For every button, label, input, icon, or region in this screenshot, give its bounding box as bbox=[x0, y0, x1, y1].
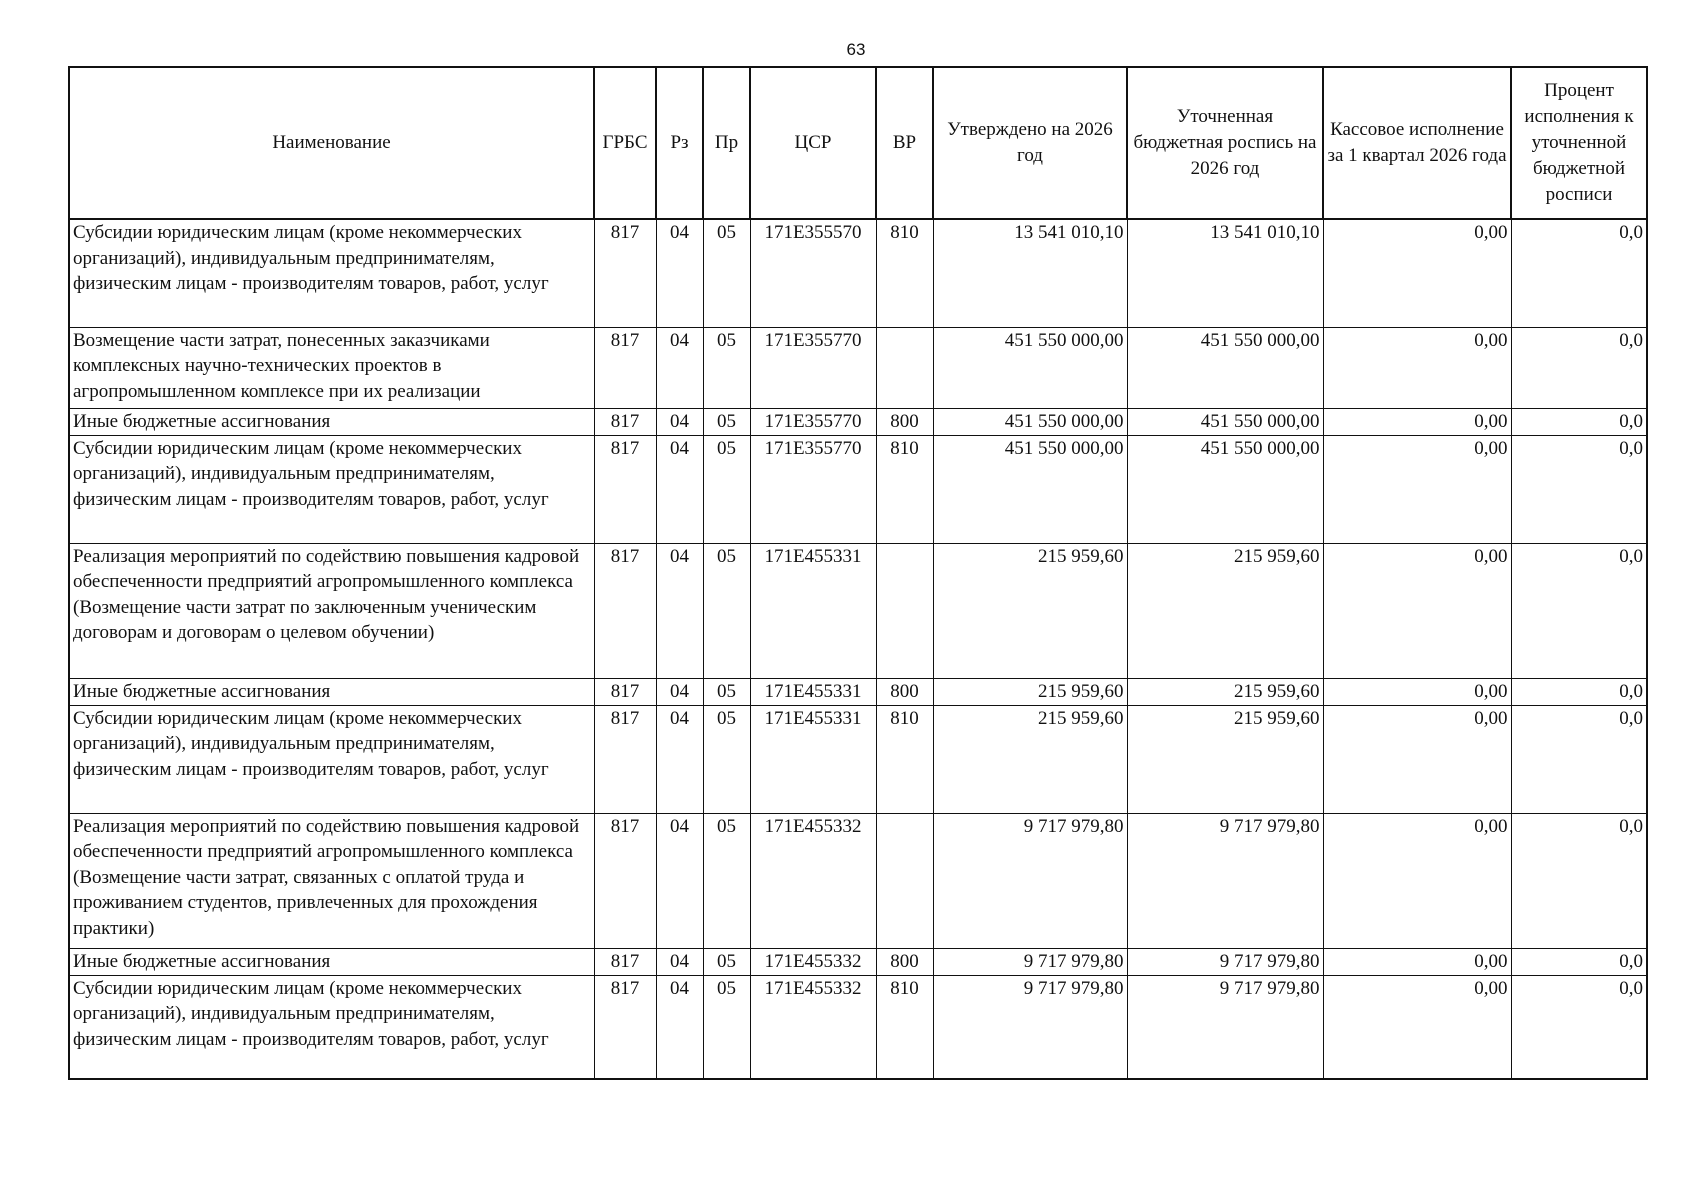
cell-vr: 810 bbox=[876, 219, 933, 327]
cell-vr: 810 bbox=[876, 975, 933, 1079]
cell-csr: 171E355770 bbox=[750, 408, 876, 435]
cell-csr: 171E455331 bbox=[750, 678, 876, 705]
cell-csr: 171E455331 bbox=[750, 543, 876, 678]
table-row bbox=[69, 705, 1647, 813]
cell-grbs: 817 bbox=[594, 543, 656, 678]
col-header-refined: Уточненная бюджетная роспись на 2026 год bbox=[1127, 67, 1323, 219]
cell-csr: 171E455332 bbox=[750, 975, 876, 1079]
cell-name: Возмещение части затрат, понесенных заказчиками комплексных научно-технических проектов в агропромышленном комплексе при их реализации bbox=[69, 327, 594, 408]
cell-pr: 05 bbox=[703, 543, 750, 678]
cell-vr bbox=[876, 813, 933, 948]
cell-refined: 451 550 000,00 bbox=[1127, 408, 1323, 435]
cell-percent: 0,0 bbox=[1511, 813, 1647, 948]
cell-name: Иные бюджетные ассигнования bbox=[69, 948, 594, 975]
cell-approved: 13 541 010,10 bbox=[933, 219, 1127, 327]
cell-name: Реализация мероприятий по содействию повышения кадровой обеспеченности предприятий агропромышленного комплекса (Возмещение части затрат, связанных с оплатой труда и проживанием студентов, привлеченных для прохождения практики) bbox=[69, 813, 594, 948]
table-row bbox=[69, 948, 1647, 975]
cell-rz: 04 bbox=[656, 975, 703, 1079]
cell-percent: 0,0 bbox=[1511, 705, 1647, 813]
cell-approved: 215 959,60 bbox=[933, 543, 1127, 678]
cell-rz: 04 bbox=[656, 327, 703, 408]
cell-rz: 04 bbox=[656, 435, 703, 543]
col-header-percent: Процент исполнения к уточненной бюджетной росписи bbox=[1511, 67, 1647, 219]
page-number: 63 bbox=[846, 40, 866, 59]
cell-rz: 04 bbox=[656, 408, 703, 435]
cell-vr: 810 bbox=[876, 705, 933, 813]
cell-vr: 800 bbox=[876, 678, 933, 705]
cell-name: Реализация мероприятий по содействию повышения кадровой обеспеченности предприятий агропромышленного комплекса (Возмещение части затрат по заключенным ученическим договорам и договорам о целевом обучении) bbox=[69, 543, 594, 678]
table-row bbox=[69, 678, 1647, 705]
col-header-approved: Утверждено на 2026 год bbox=[933, 67, 1127, 219]
cell-refined: 9 717 979,80 bbox=[1127, 948, 1323, 975]
cell-cash: 0,00 bbox=[1323, 219, 1511, 327]
cell-cash: 0,00 bbox=[1323, 813, 1511, 948]
col-header-vr: ВР bbox=[876, 67, 933, 219]
cell-vr: 800 bbox=[876, 408, 933, 435]
cell-percent: 0,0 bbox=[1511, 219, 1647, 327]
cell-name: Иные бюджетные ассигнования bbox=[69, 408, 594, 435]
cell-refined: 9 717 979,80 bbox=[1127, 975, 1323, 1079]
budget-table bbox=[68, 66, 1648, 1080]
table-row bbox=[69, 813, 1647, 948]
cell-csr: 171E355570 bbox=[750, 219, 876, 327]
cell-grbs: 817 bbox=[594, 975, 656, 1079]
cell-grbs: 817 bbox=[594, 705, 656, 813]
cell-percent: 0,0 bbox=[1511, 327, 1647, 408]
table-row bbox=[69, 975, 1647, 1079]
cell-name: Субсидии юридическим лицам (кроме некоммерческих организаций), индивидуальным предпринимателям, физическим лицам - производителям товаров, работ, услуг bbox=[69, 705, 594, 813]
cell-rz: 04 bbox=[656, 219, 703, 327]
cell-pr: 05 bbox=[703, 705, 750, 813]
table-row bbox=[69, 219, 1647, 327]
cell-refined: 451 550 000,00 bbox=[1127, 435, 1323, 543]
cell-grbs: 817 bbox=[594, 678, 656, 705]
cell-pr: 05 bbox=[703, 327, 750, 408]
cell-percent: 0,0 bbox=[1511, 975, 1647, 1079]
cell-grbs: 817 bbox=[594, 327, 656, 408]
col-header-grbs: ГРБС bbox=[594, 67, 656, 219]
cell-vr: 800 bbox=[876, 948, 933, 975]
col-header-name: Наименование bbox=[69, 67, 594, 219]
cell-pr: 05 bbox=[703, 435, 750, 543]
cell-cash: 0,00 bbox=[1323, 705, 1511, 813]
cell-csr: 171E455332 bbox=[750, 948, 876, 975]
col-header-cash: Кассовое исполнение за 1 квартал 2026 года bbox=[1323, 67, 1511, 219]
cell-vr bbox=[876, 543, 933, 678]
cell-refined: 13 541 010,10 bbox=[1127, 219, 1323, 327]
cell-csr: 171E455331 bbox=[750, 705, 876, 813]
table-row bbox=[69, 408, 1647, 435]
cell-refined: 215 959,60 bbox=[1127, 543, 1323, 678]
table-row bbox=[69, 435, 1647, 543]
cell-cash: 0,00 bbox=[1323, 543, 1511, 678]
cell-cash: 0,00 bbox=[1323, 435, 1511, 543]
cell-name: Иные бюджетные ассигнования bbox=[69, 678, 594, 705]
cell-grbs: 817 bbox=[594, 408, 656, 435]
cell-rz: 04 bbox=[656, 705, 703, 813]
table-row bbox=[69, 327, 1647, 408]
cell-percent: 0,0 bbox=[1511, 543, 1647, 678]
cell-cash: 0,00 bbox=[1323, 948, 1511, 975]
cell-approved: 9 717 979,80 bbox=[933, 975, 1127, 1079]
cell-pr: 05 bbox=[703, 678, 750, 705]
cell-grbs: 817 bbox=[594, 948, 656, 975]
col-header-rz: Рз bbox=[656, 67, 703, 219]
cell-grbs: 817 bbox=[594, 813, 656, 948]
col-header-pr: Пр bbox=[703, 67, 750, 219]
cell-pr: 05 bbox=[703, 813, 750, 948]
cell-cash: 0,00 bbox=[1323, 408, 1511, 435]
cell-percent: 0,0 bbox=[1511, 678, 1647, 705]
cell-refined: 9 717 979,80 bbox=[1127, 813, 1323, 948]
cell-percent: 0,0 bbox=[1511, 408, 1647, 435]
cell-name: Субсидии юридическим лицам (кроме некоммерческих организаций), индивидуальным предпринимателям, физическим лицам - производителям товаров, работ, услуг bbox=[69, 975, 594, 1079]
cell-percent: 0,0 bbox=[1511, 435, 1647, 543]
cell-refined: 215 959,60 bbox=[1127, 705, 1323, 813]
cell-pr: 05 bbox=[703, 948, 750, 975]
cell-cash: 0,00 bbox=[1323, 327, 1511, 408]
cell-approved: 9 717 979,80 bbox=[933, 813, 1127, 948]
cell-approved: 215 959,60 bbox=[933, 678, 1127, 705]
cell-pr: 05 bbox=[703, 219, 750, 327]
cell-percent: 0,0 bbox=[1511, 948, 1647, 975]
cell-approved: 451 550 000,00 bbox=[933, 327, 1127, 408]
cell-vr: 810 bbox=[876, 435, 933, 543]
cell-name: Субсидии юридическим лицам (кроме некоммерческих организаций), индивидуальным предпринимателям, физическим лицам - производителям товаров, работ, услуг bbox=[69, 435, 594, 543]
cell-cash: 0,00 bbox=[1323, 975, 1511, 1079]
cell-rz: 04 bbox=[656, 678, 703, 705]
cell-grbs: 817 bbox=[594, 219, 656, 327]
cell-cash: 0,00 bbox=[1323, 678, 1511, 705]
cell-refined: 215 959,60 bbox=[1127, 678, 1323, 705]
cell-rz: 04 bbox=[656, 948, 703, 975]
cell-name: Субсидии юридическим лицам (кроме некоммерческих организаций), индивидуальным предпринимателям, физическим лицам - производителям товаров, работ, услуг bbox=[69, 219, 594, 327]
cell-approved: 215 959,60 bbox=[933, 705, 1127, 813]
cell-approved: 451 550 000,00 bbox=[933, 408, 1127, 435]
header-row bbox=[69, 67, 1647, 219]
table-row bbox=[69, 543, 1647, 678]
cell-csr: 171E355770 bbox=[750, 435, 876, 543]
cell-pr: 05 bbox=[703, 408, 750, 435]
cell-csr: 171E355770 bbox=[750, 327, 876, 408]
cell-grbs: 817 bbox=[594, 435, 656, 543]
cell-pr: 05 bbox=[703, 975, 750, 1079]
cell-refined: 451 550 000,00 bbox=[1127, 327, 1323, 408]
cell-csr: 171E455332 bbox=[750, 813, 876, 948]
cell-rz: 04 bbox=[656, 813, 703, 948]
cell-vr bbox=[876, 327, 933, 408]
col-header-csr: ЦСР bbox=[750, 67, 876, 219]
cell-approved: 9 717 979,80 bbox=[933, 948, 1127, 975]
cell-rz: 04 bbox=[656, 543, 703, 678]
cell-approved: 451 550 000,00 bbox=[933, 435, 1127, 543]
